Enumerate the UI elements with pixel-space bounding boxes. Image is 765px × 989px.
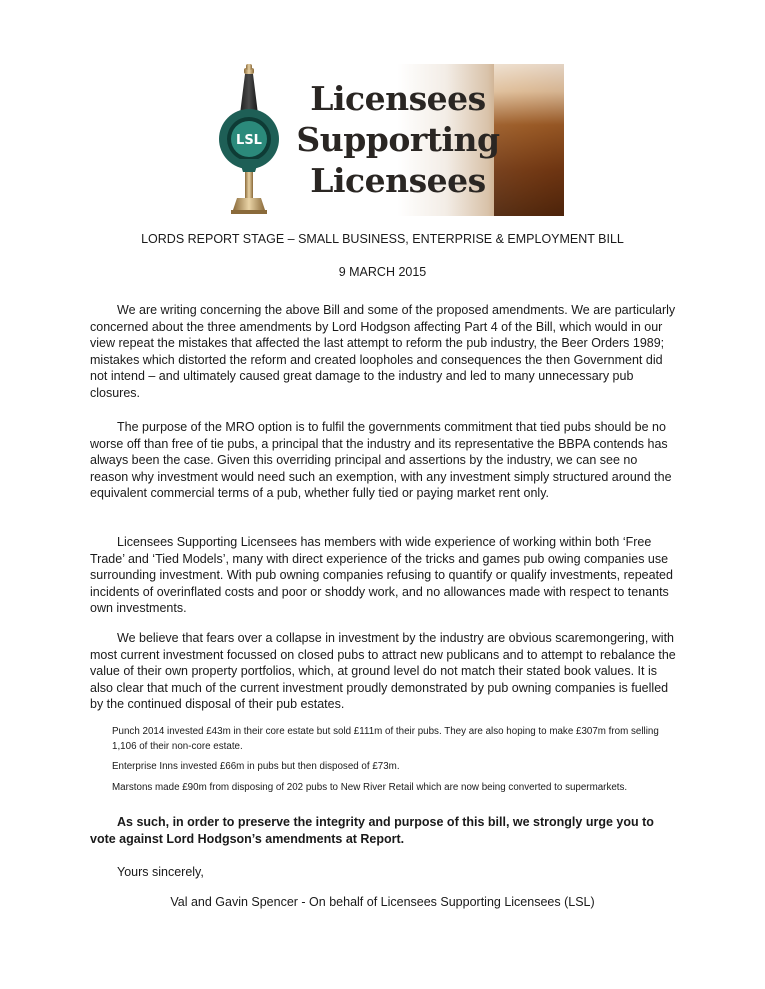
body-paragraph-2: The purpose of the MRO option is to fulfil the governments commitment that tied pubs should be no worse off than free of tie pubs, a principal that the industry and its representative the BBPA contends has always been the case. Given this overriding principal and assertions by the industry, we can see no reason why investment would need such an exemption, with any investment simply structured around the equivalent commercial terms of a pub, whether fully tied or paying market rent only. xyxy=(90,420,672,501)
body-paragraph-1: We are writing concerning the above Bill and some of the proposed amendments. We are particularly concerned about the three amendments by Lord Hodgson affecting Part 4 of the Bill, which would in our view repeat the mistakes that affected the last attempt to reform the pub industry, the Beer Orders 1989; mistakes which distorted the reform and created loopholes and consequences the then Government did not intend – and ultimately caused great damage to the industry and led to many unnecessary pub closures. xyxy=(90,303,676,400)
document-heading: LORDS REPORT STAGE – SMALL BUSINESS, ENTERPRISE & EMPLOYMENT BILL xyxy=(141,232,624,246)
document-date: 9 MARCH 2015 xyxy=(338,265,427,279)
svg-text:LSL: LSL xyxy=(236,133,262,148)
conclusion-paragraph: As such, in order to preserve the integrity and purpose of this bill, we strongly urge you to vote against Lord Hodgson’s amendments at Report. xyxy=(90,815,654,846)
example-marstons: Marstons made £90m from disposing of 202 pubs to New River Retail which are now being converted to supermarkets. xyxy=(112,782,628,793)
logo-line: Licensees xyxy=(310,79,486,118)
lsl-logo xyxy=(217,64,564,216)
logo-line: Licensees xyxy=(310,161,486,200)
body-paragraph-3: Licensees Supporting Licensees has members with wide experience of working within both ‘Free Trade’ and ‘Tied Models’, many with direct experience of the tricks and games pub owing companies use surrounding investment. With pub owning companies refusing to quantify or qualify investments, repeated incidents of overinflated costs and poor or shoddy work, and no allowances made with respect to tenants own investments. xyxy=(90,535,673,616)
logo-title xyxy=(283,78,513,201)
example-enterprise-inns: Enterprise Inns invested £66m in pubs but then disposed of £73m. xyxy=(112,761,400,772)
beer-pump-icon xyxy=(217,64,281,216)
example-punch: Punch 2014 invested £43m in their core estate but sold £111m of their pubs. They are also hoping to make £307m from selling 1,106 of their non-core estate. xyxy=(112,726,659,752)
body-paragraph-4: We believe that fears over a collapse in investment by the industry are obvious scaremongering, with most current investment focussed on closed pubs to attract new publicans and to attempt to rebalance the value of their own property portfolios, which, at ground level do not match their stated book values. It is also clear that much of the current investment proudly demonstrated by pub owning companies is fuelled by the continued disposal of their pub estates. xyxy=(90,631,676,712)
logo-line: Supporting xyxy=(296,120,500,159)
signature: Val and Gavin Spencer - On behalf of Licensees Supporting Licensees (LSL) xyxy=(170,895,595,909)
closing-salutation: Yours sincerely, xyxy=(117,865,204,879)
